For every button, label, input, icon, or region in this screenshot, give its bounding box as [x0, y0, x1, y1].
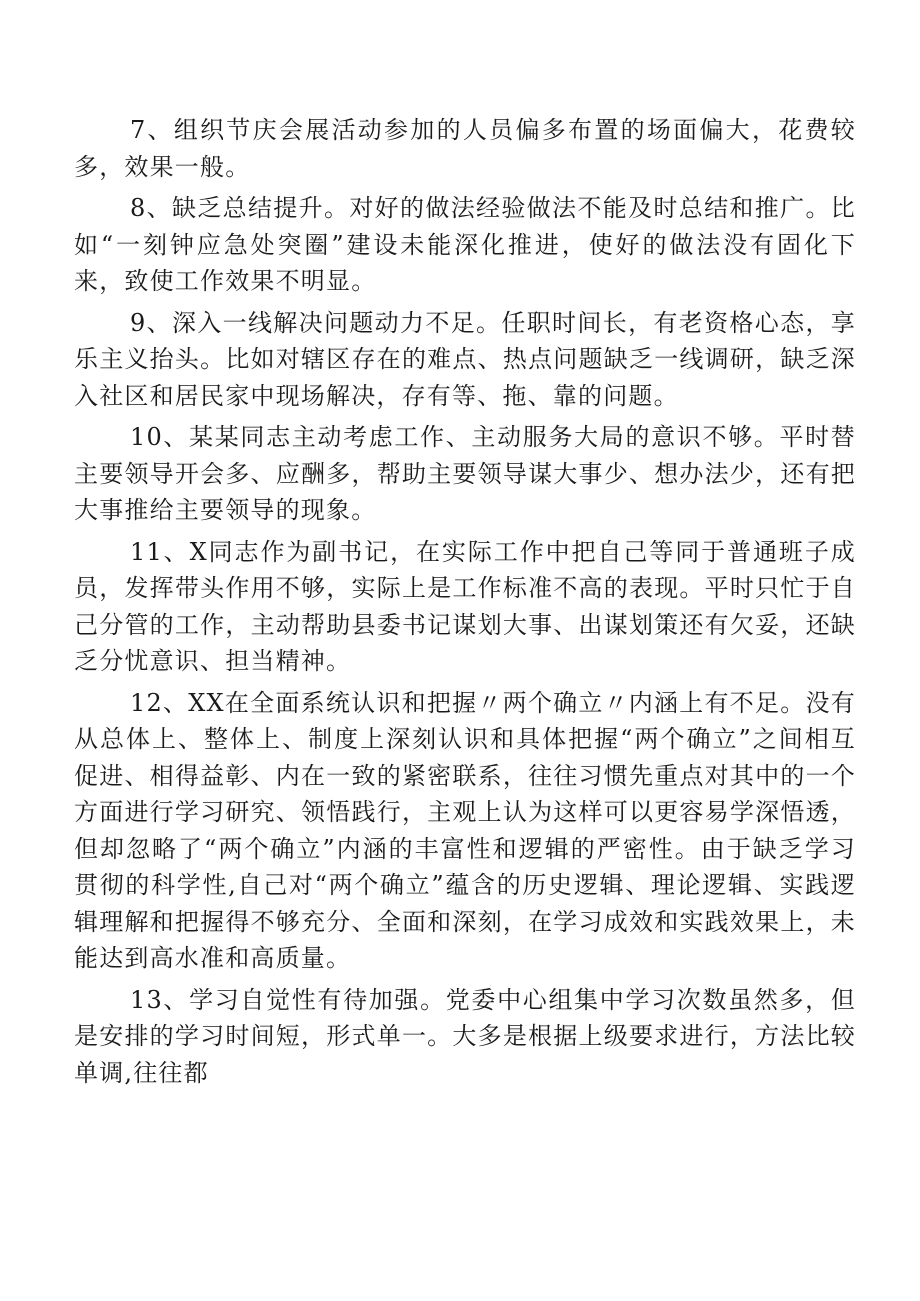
paragraph-8: 8、缺乏总结提升。对好的做法经验做法不能及时总结和推广。比如“一刻钟应急处突圈”建设未能深化推进，使好的做法没有固化下来，致使工作效果不明显。 — [74, 194, 856, 295]
paragraph-13: 13、学习自觉性有待加强。党委中心组集中学习次数虽然多，但是安排的学习时间短，形式单一。大多是根据上级要求进行，方法比较单调,往往都 — [74, 985, 856, 1087]
document-body — [74, 112, 856, 1096]
paragraph-7: 7、组织节庆会展活动参加的人员偏多布置的场面偏大，花费较多，效果一般。 — [74, 116, 856, 181]
paragraph-11: 11、X同志作为副书记，在实际工作中把自己等同于普通班子成员，发挥带头作用不够，实际上是工作标准不高的表现。平时只忙于自己分管的工作，主动帮助县委书记谋划大事、出谋划策还有欠妥，还缺乏分忧意识、担当精神。 — [74, 537, 856, 675]
paragraph-9: 9、深入一线解决问题动力不足。任职时间长，有老资格心态，享乐主义抬头。比如对辖区存在的难点、热点问题缺乏一线调研，缺乏深入社区和居民家中现场解决，存有等、拖、靠的问题。 — [74, 308, 856, 410]
paragraph-12: 12、XX在全面系统认识和把握〃两个确立〃内涵上有不足。没有从总体上、整体上、制度上深刻认识和具体把握“两个确立”之间相互促进、相得益彰、内在一致的紧密联系，往往习惯先重点对其中的一个方面进行学习研究、领悟践行，主观上认为这样可以更容易学深悟透，但却忽略了“两个确立”内涵的丰富性和逻辑的严密性。由于缺乏学习贯彻的科学性,自己对“两个确立”蕴含的历史逻辑、理论逻辑、实践逻辑理解和把握得不够充分、全面和深刻，在学习成效和实践效果上，未能达到高水准和高质量。 — [74, 688, 856, 972]
paragraph-10: 10、某某同志主动考虑工作、主动服务大局的意识不够。平时替主要领导开会多、应酬多，帮助主要领导谋大事少、想办法少，还有把大事推给主要领导的现象。 — [74, 423, 856, 524]
